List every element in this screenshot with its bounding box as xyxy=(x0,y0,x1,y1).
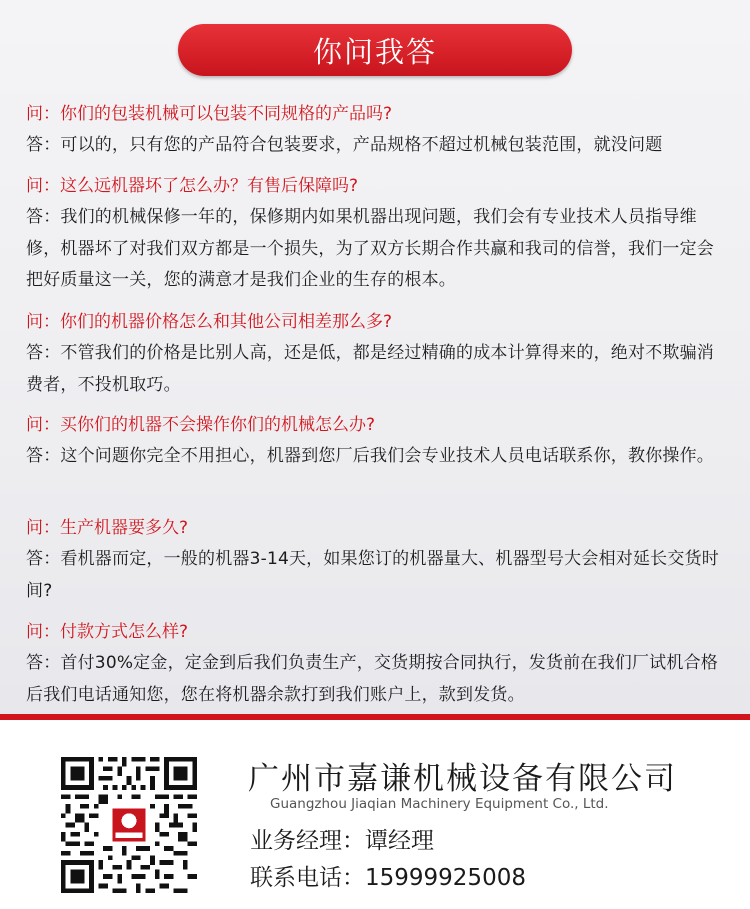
answer-text: 答：可以的，只有您的产品符合包装要求，产品规格不超过机械包装范围，就没问题 xyxy=(26,135,663,155)
company-name-cn: 广州市嘉谦机械设备有限公司 xyxy=(248,761,677,797)
qa-item xyxy=(26,516,726,607)
question-text: 问：你们的机器价格怎么和其他公司相差那么多? xyxy=(26,312,393,332)
question-text: 问：这么远机器坏了怎么办？有售后保障吗? xyxy=(26,176,359,196)
qr-code-icon xyxy=(61,757,197,893)
answer-text: 答：不管我们的价格是比别人高，还是低，都是经过精确的成本计算得来的，绝对不欺骗消费者，不投机取巧。 xyxy=(26,343,714,395)
question-text: 问：买你们的机器不会操作你们的机械怎么办? xyxy=(26,415,376,435)
answer-text: 答：我们的机械保修一年的，保修期内如果机器出现问题，我们会有专业技术人员指导维修，机器坏了对我们双方都是一个损失，为了双方长期合作共赢和我司的信誉，我们一定会把好质量这一关，您的满意才是我们企业的生存的根本。 xyxy=(26,207,714,290)
question-text: 问：生产机器要多久? xyxy=(26,518,189,538)
answer-text: 答：这个问题你完全不用担心，机器到您厂后我们会专业技术人员电话联系你，教你操作。 xyxy=(26,446,714,466)
contact-phone: 联系电话：15999925008 xyxy=(250,865,526,891)
company-name-en: Guangzhou Jiaqian Machinery Equipment Co., Ltd. xyxy=(270,796,609,812)
qa-item xyxy=(26,102,726,162)
answer-text: 答：首付30%定金，定金到后我们负责生产，交货期按合同执行，发货前在我们厂试机合格后我们电话通知您，您在将机器余款打到我们账户上，款到发货。 xyxy=(26,653,718,705)
qa-item xyxy=(26,413,726,473)
answer-text: 答：看机器而定，一般的机器3-14天，如果您订的机器量大、机器型号大会相对延长交货时间? xyxy=(26,549,719,601)
question-text: 问：付款方式怎么样? xyxy=(26,622,189,642)
sales-manager: 业务经理：谭经理 xyxy=(250,828,434,854)
qa-item xyxy=(26,310,726,401)
qa-item xyxy=(26,174,726,297)
qa-item xyxy=(26,620,726,711)
question-text: 问：你们的包装机械可以包装不同规格的产品吗? xyxy=(26,104,393,124)
section-title: 你问我答 xyxy=(178,24,572,76)
